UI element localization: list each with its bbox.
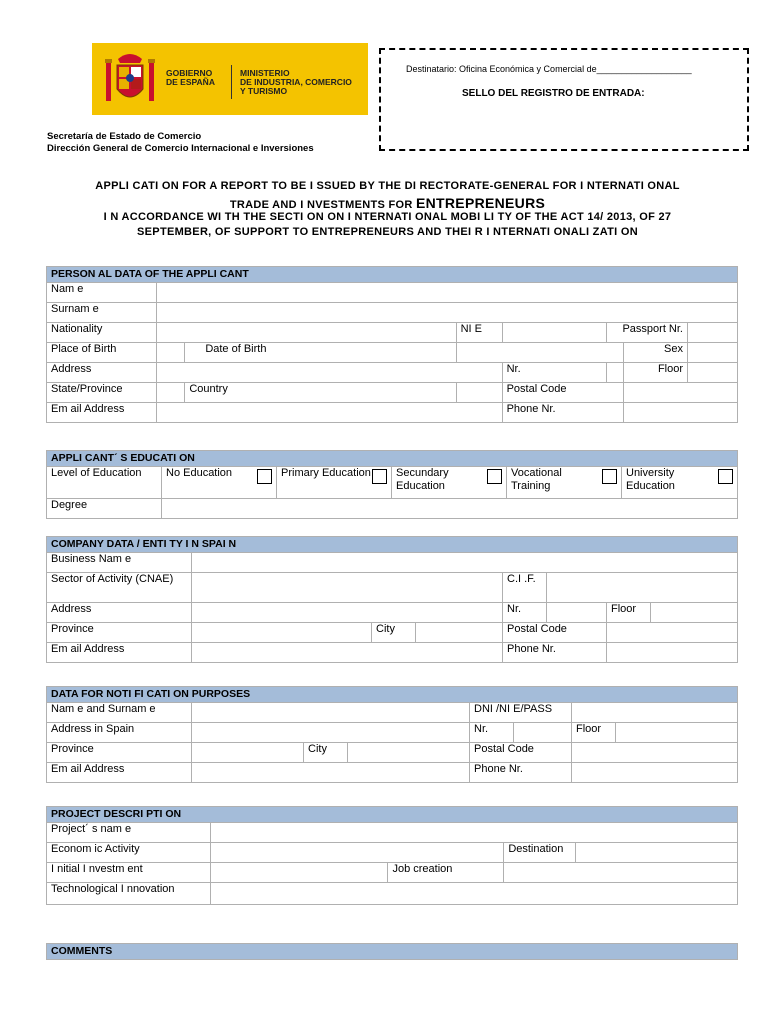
education-section: [46, 450, 738, 519]
notif-phone-label: Phone Nr.: [470, 763, 572, 783]
company-phone-field[interactable]: [607, 643, 738, 663]
investment-field[interactable]: [210, 863, 388, 883]
state-label: State/Province: [47, 383, 157, 403]
company-address-label: Address: [47, 603, 192, 623]
postal-label: Postal Code: [502, 383, 623, 403]
title-line-1: APPLI CATI ON FOR A REPORT TO BE I SSUED BY THE DI RECTORATE-GENERAL FOR I NTERNATI ONAL: [95, 180, 680, 192]
education-header: APPLI CANT´ S EDUCATI ON: [47, 451, 738, 467]
notif-nr-field[interactable]: [514, 723, 572, 743]
investment-label: I nitial I nvestm ent: [47, 863, 211, 883]
place-birth-field[interactable]: [157, 343, 185, 363]
passport-field[interactable]: [688, 323, 738, 343]
passport-label: Passport Nr.: [606, 323, 687, 343]
notif-province-field[interactable]: [192, 743, 304, 763]
notif-postal-field[interactable]: [572, 743, 738, 763]
government-logo: [92, 43, 368, 115]
email-field[interactable]: [157, 403, 503, 423]
project-name-label: Project´ s nam e: [47, 823, 211, 843]
notif-floor-label: Floor: [572, 723, 616, 743]
company-city-label: City: [372, 623, 416, 643]
option-vocational[interactable]: Vocational Training: [507, 467, 622, 499]
postal-field[interactable]: [623, 383, 737, 403]
activity-field[interactable]: [210, 843, 504, 863]
address-label: Address: [47, 363, 157, 383]
company-floor-label: Floor: [607, 603, 651, 623]
notif-nr-label: Nr.: [470, 723, 514, 743]
surname-label: Surnam e: [47, 303, 157, 323]
notif-floor-field[interactable]: [616, 723, 738, 743]
title-line-2: TRADE AND I NVESTMENTS FOR ENTREPRENEURS: [229, 195, 546, 211]
checkbox-no-education[interactable]: [257, 469, 272, 484]
name-label: Nam e: [47, 283, 157, 303]
checkbox-primary[interactable]: [372, 469, 387, 484]
sector-field[interactable]: [192, 573, 503, 603]
notif-postal-label: Postal Code: [470, 743, 572, 763]
company-phone-label: Phone Nr.: [503, 643, 607, 663]
dni-field[interactable]: [572, 703, 738, 723]
company-nr-label: Nr.: [503, 603, 547, 623]
job-field[interactable]: [504, 863, 738, 883]
option-university[interactable]: University Education: [622, 467, 738, 499]
checkbox-vocational[interactable]: [602, 469, 617, 484]
cif-field[interactable]: [547, 573, 738, 603]
notif-phone-field[interactable]: [572, 763, 738, 783]
email-label: Em ail Address: [47, 403, 157, 423]
degree-label: Degree: [47, 499, 162, 519]
option-primary[interactable]: Primary Education: [277, 467, 392, 499]
company-section: [46, 536, 738, 663]
country-label: Country: [185, 383, 456, 403]
notif-email-label: Em ail Address: [47, 763, 192, 783]
level-label: Level of Education: [47, 467, 162, 499]
logo-divider: [231, 65, 232, 99]
notif-address-label: Address in Spain: [47, 723, 192, 743]
notif-email-field[interactable]: [192, 763, 470, 783]
sex-label: Sex: [623, 343, 687, 363]
nationality-field[interactable]: [157, 323, 457, 343]
notif-name-field[interactable]: [192, 703, 470, 723]
dni-label: DNI /NI E/PASS: [470, 703, 572, 723]
company-nr-field[interactable]: [547, 603, 607, 623]
nie-field[interactable]: [502, 323, 606, 343]
company-email-label: Em ail Address: [47, 643, 192, 663]
phone-field[interactable]: [623, 403, 737, 423]
business-label: Business Nam e: [47, 553, 192, 573]
company-province-field[interactable]: [192, 623, 372, 643]
business-field[interactable]: [192, 553, 738, 573]
title-line-3: I N ACCORDANCE WI TH THE SECTI ON ON I NTERNATI ONAL MOBI LI TY OF THE ACT 14/ 2013, OF 27: [103, 211, 672, 223]
project-name-field[interactable]: [210, 823, 737, 843]
sello-text: SELLO DEL REGISTRO DE ENTRADA:: [462, 88, 645, 99]
activity-label: Econom ic Activity: [47, 843, 211, 863]
notif-address-field[interactable]: [192, 723, 470, 743]
option-secondary[interactable]: Secundary Education: [392, 467, 507, 499]
destinatario-text: Destinatario: Oficina Económica y Comercial de___________________: [406, 64, 692, 74]
company-address-field[interactable]: [192, 603, 503, 623]
company-email-field[interactable]: [192, 643, 503, 663]
company-header: COMPANY DATA / ENTI TY I N SPAI N: [47, 537, 738, 553]
date-birth-label: Date of Birth: [185, 343, 456, 363]
notif-city-label: City: [304, 743, 348, 763]
gobierno-label: GOBIERNO DE ESPAÑA: [166, 68, 215, 87]
place-birth-label: Place of Birth: [47, 343, 157, 363]
option-no-education[interactable]: No Education: [162, 467, 277, 499]
notif-name-label: Nam e and Surnam e: [47, 703, 192, 723]
surname-field[interactable]: [157, 303, 738, 323]
name-field[interactable]: [157, 283, 738, 303]
personal-header: PERSON AL DATA OF THE APPLI CANT: [47, 267, 738, 283]
company-postal-field[interactable]: [607, 623, 738, 643]
sex-field[interactable]: [688, 343, 738, 363]
ministerio-label: MINISTERIO DE INDUSTRIA, COMERCIO Y TURISMO: [240, 68, 352, 96]
nie-label: NI E: [456, 323, 502, 343]
notif-city-field[interactable]: [348, 743, 470, 763]
phone-label: Phone Nr.: [502, 403, 623, 423]
country-field[interactable]: [456, 383, 502, 403]
sector-label: Sector of Activity (CNAE): [47, 573, 192, 603]
degree-field[interactable]: [162, 499, 738, 519]
coat-of-arms-icon: [102, 49, 158, 109]
checkbox-university[interactable]: [718, 469, 733, 484]
innovation-label: Technological I nnovation: [47, 883, 211, 905]
nr-label: Nr.: [502, 363, 606, 383]
project-section: [46, 806, 738, 905]
nr-field[interactable]: [606, 363, 623, 383]
floor-field[interactable]: [688, 363, 738, 383]
notification-section: [46, 686, 738, 783]
destination-field[interactable]: [576, 843, 738, 863]
comments-header: COMMENTS: [47, 944, 738, 960]
innovation-field[interactable]: [210, 883, 737, 905]
company-postal-label: Postal Code: [503, 623, 607, 643]
nationality-label: Nationality: [47, 323, 157, 343]
date-birth-field[interactable]: [456, 343, 623, 363]
destination-label: Destination: [504, 843, 576, 863]
project-header: PROJECT DESCRI PTI ON: [47, 807, 738, 823]
job-label: Job creation: [388, 863, 504, 883]
title-line-4: SEPTEMBER, OF SUPPORT TO ENTREPRENEURS AND THEI R I NTERNATI ONALI ZATI ON: [137, 226, 638, 238]
company-floor-field[interactable]: [651, 603, 738, 623]
secretaria-block: Secretaría de Estado de Comercio Dirección General de Comercio Internacional e Inversiones: [47, 131, 314, 154]
notification-header: DATA FOR NOTI FI CATI ON PURPOSES: [47, 687, 738, 703]
floor-label: Floor: [623, 363, 687, 383]
personal-data-section: [46, 266, 738, 423]
notif-province-label: Province: [47, 743, 192, 763]
state-field[interactable]: [157, 383, 185, 403]
company-province-label: Province: [47, 623, 192, 643]
comments-section: [46, 943, 738, 960]
address-field[interactable]: [157, 363, 503, 383]
cif-label: C.I .F.: [503, 573, 547, 603]
company-city-field[interactable]: [416, 623, 503, 643]
checkbox-secondary[interactable]: [487, 469, 502, 484]
